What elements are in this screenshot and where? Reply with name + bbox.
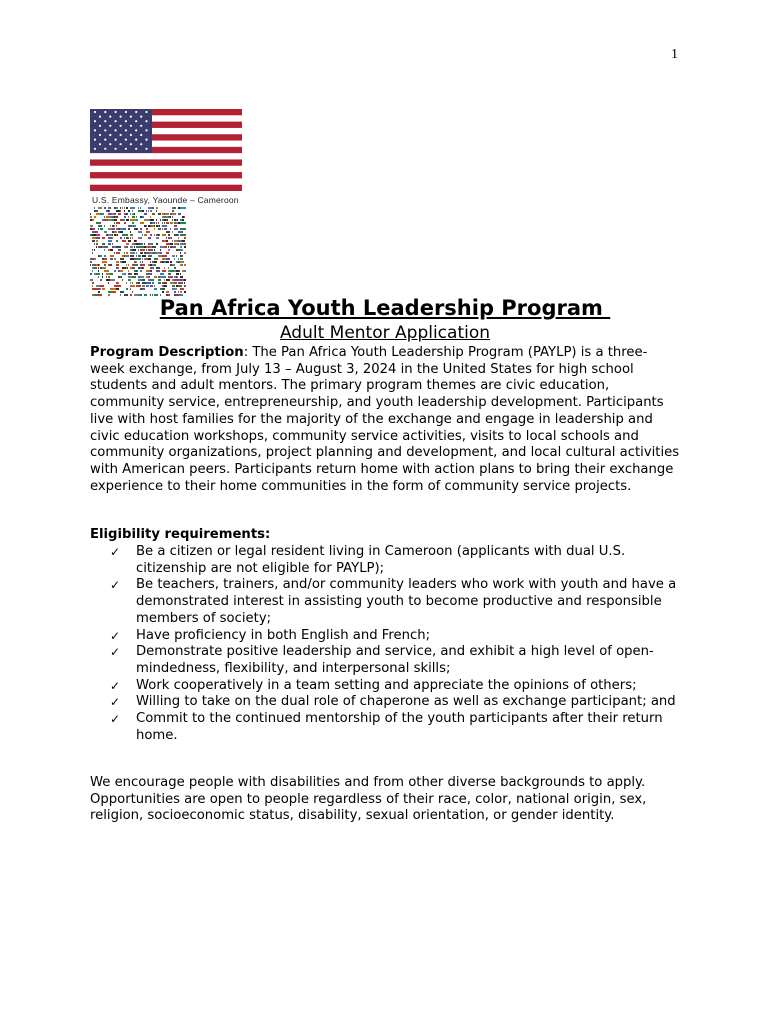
checkmark-icon: ✓ [110, 678, 121, 693]
checkmark-icon: ✓ [110, 695, 121, 710]
page-number: 1 [671, 47, 678, 62]
eligibility-list [90, 544, 680, 744]
closing-paragraph: We encourage people with disabilities and from other diverse backgrounds to apply. Opportunities are open to people regardless of their race, color, national origin, sex, religion, socioeconomic status, disability, sexual orientation, or gender identity. [90, 775, 647, 824]
embassy-seal-icon [90, 207, 186, 297]
list-item: ✓ Commit to the continued mentorship of the youth participants after their return home. [110, 711, 663, 743]
document-subtitle: Adult Mentor Application [279, 323, 491, 343]
list-item: ✓ Have proficiency in both English and French; [110, 627, 431, 643]
checkmark-icon: ✓ [110, 712, 121, 727]
eligibility-heading: Eligibility requirements: [90, 527, 271, 542]
embassy-caption: U.S. Embassy, Yaounde – Cameroon [92, 195, 239, 205]
list-item: ✓ Willing to take on the dual role of chaperone as well as exchange participant; and [110, 694, 676, 710]
program-description [90, 345, 680, 495]
list-item: ✓ Work cooperatively in a team setting and appreciate the opinions of others; [110, 677, 637, 693]
description-text: : The Pan Africa Youth Leadership Program (PAYLP) is a three-week exchange, from July 13 – August 3, 2024 in the United States for high school students and adult mentors. The primary program themes are civic education, community service, entrepreneurship, and youth leadership development. Participants live with host families for the majority of the exchange and engage in leadership and civic education workshops, community service activities, visits to local schools and community organizations, project planning and development, and local cultural activities with American peers. Participants return home with action plans to bring their exchange experience to their home communities in the form of community service projects. [90, 345, 680, 494]
checkmark-icon: ✓ [110, 628, 121, 643]
list-item: ✓ Be a citizen or legal resident living in Cameroon (applicants with dual U.S. citizenship are not eligible for PAYLP); [110, 544, 626, 576]
checkmark-icon: ✓ [110, 645, 121, 660]
checkmark-icon: ✓ [110, 545, 121, 559]
list-item: ✓ Demonstrate positive leadership and service, and exhibit a high level of open-mindedness, flexibility, and interpersonal skills; [110, 644, 654, 676]
list-item: ✓ Be teachers, trainers, and/or community leaders who work with youth and have a demonstrated interest in assisting youth to become productive and responsible members of society; [110, 577, 677, 626]
us-flag-icon [90, 109, 242, 191]
document-title: Pan Africa Youth Leadership Program [159, 296, 611, 320]
description-lead: Program Description [90, 345, 244, 360]
checkmark-icon: ✓ [110, 578, 121, 593]
